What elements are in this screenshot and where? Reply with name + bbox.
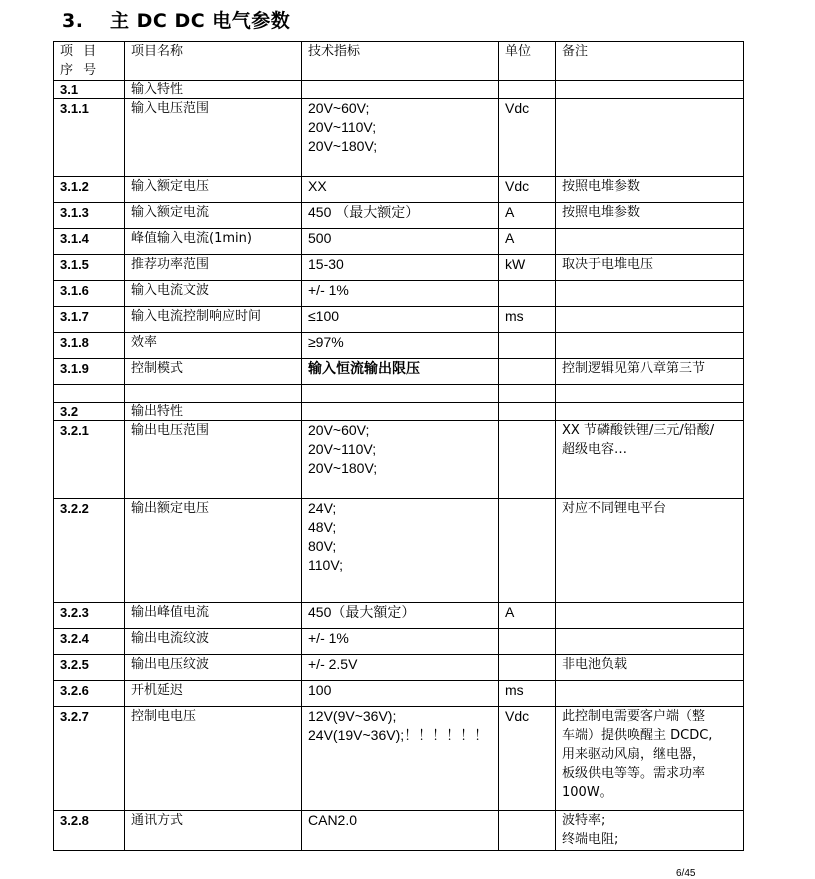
item-name: 输出峰值电流 xyxy=(125,603,302,629)
item-name xyxy=(125,385,302,403)
unit xyxy=(499,499,556,603)
table-row xyxy=(54,421,744,499)
remark xyxy=(556,655,744,681)
item-name: 控制电电压 xyxy=(125,707,302,811)
remark-line: 超级电容… xyxy=(562,442,628,457)
remark-line: 对应不同锂电平台 xyxy=(562,501,667,516)
remark-line: 板级供电等等。需求功率 xyxy=(562,766,706,781)
item-name: 输出电压范围 xyxy=(125,421,302,499)
spec-value-line: 500 xyxy=(308,230,332,246)
spec-value-line: 48V; xyxy=(308,519,337,535)
header-spec: 技术指标 xyxy=(302,42,499,81)
spec-value xyxy=(302,603,499,629)
unit xyxy=(499,629,556,655)
item-number: 3.2.2 xyxy=(54,499,125,603)
spec-value-line: 20V~60V; xyxy=(308,100,370,116)
table-row xyxy=(54,707,744,811)
table-row xyxy=(54,307,744,333)
unit: Vdc xyxy=(499,99,556,177)
item-number: 3.1.2 xyxy=(54,177,125,203)
remark xyxy=(556,81,744,99)
spec-value-line: ≤100 xyxy=(308,308,340,324)
unit xyxy=(499,333,556,359)
unit: A xyxy=(499,603,556,629)
item-number: 3.2.3 xyxy=(54,603,125,629)
section-row xyxy=(54,81,744,99)
unit xyxy=(499,403,556,421)
item-number: 3.1.7 xyxy=(54,307,125,333)
remark xyxy=(556,229,744,255)
table-row xyxy=(54,499,744,603)
remark-line: 按照电堆参数 xyxy=(562,205,641,220)
remark xyxy=(556,333,744,359)
table-row xyxy=(54,811,744,851)
page-number: 6/45 xyxy=(676,868,696,879)
spec-value-line: ≥97% xyxy=(308,334,344,350)
item-name: 输入额定电压 xyxy=(125,177,302,203)
spec-value-line: 450（最大額定） xyxy=(308,604,416,620)
table-row xyxy=(54,99,744,177)
unit: ms xyxy=(499,681,556,707)
item-number: 3.2.4 xyxy=(54,629,125,655)
item-number: 3.1.9 xyxy=(54,359,125,385)
item-name: 输入电流文波 xyxy=(125,281,302,307)
remark xyxy=(556,403,744,421)
item-name: 输入电压范围 xyxy=(125,99,302,177)
spec-value-line: +/- 1% xyxy=(308,630,349,646)
remark-line: 用来驱动风扇，继电器， xyxy=(562,747,706,762)
spec-value-line: 450 （最大额定） xyxy=(308,204,420,220)
spec-value-line: CAN2.0 xyxy=(308,812,358,828)
remark xyxy=(556,307,744,333)
item-number: 3.1.5 xyxy=(54,255,125,281)
spec-value-line: +/- 2.5V xyxy=(308,656,358,672)
spec-value xyxy=(302,655,499,681)
remark xyxy=(556,359,744,385)
remark-line: 终端电阻; xyxy=(562,832,619,847)
remark xyxy=(556,629,744,655)
table-header-row xyxy=(54,42,744,81)
item-name: 输出电流纹波 xyxy=(125,629,302,655)
section-heading xyxy=(62,6,290,33)
spec-value xyxy=(302,707,499,811)
table-row xyxy=(54,203,744,229)
unit: Vdc xyxy=(499,707,556,811)
item-number: 3.2.7 xyxy=(54,707,125,811)
remark-line: 100W。 xyxy=(562,785,613,800)
remark-line: 车端）提供唤醒主 DCDC, xyxy=(562,728,713,743)
unit xyxy=(499,655,556,681)
item-name: 输出电压纹波 xyxy=(125,655,302,681)
item-name: 开机延迟 xyxy=(125,681,302,707)
item-name: 推荐功率范围 xyxy=(125,255,302,281)
spec-value-line: 80V; xyxy=(308,538,337,554)
remark-line: 控制逻辑见第八章第三节 xyxy=(562,361,706,376)
remark-line: 取决于电堆电压 xyxy=(562,257,654,272)
unit: kW xyxy=(499,255,556,281)
table-row xyxy=(54,229,744,255)
spec-value xyxy=(302,229,499,255)
spec-value xyxy=(302,681,499,707)
spec-value xyxy=(302,811,499,851)
item-number: 3.1 xyxy=(54,81,125,99)
unit xyxy=(499,359,556,385)
spec-value xyxy=(302,499,499,603)
remark xyxy=(556,99,744,177)
item-name: 效率 xyxy=(125,333,302,359)
header-item-name: 项目名称 xyxy=(125,42,302,81)
unit: A xyxy=(499,203,556,229)
unit xyxy=(499,281,556,307)
spec-value-line: 24V(19V~36V);！！！！！！ xyxy=(308,727,489,743)
spec-value-line: 20V~180V; xyxy=(308,138,378,154)
header-remark: 备注 xyxy=(556,42,744,81)
spec-value xyxy=(302,255,499,281)
header-unit: 单位 xyxy=(499,42,556,81)
spec-value-line: 20V~60V; xyxy=(308,422,370,438)
spec-value-line: +/- 1% xyxy=(308,282,349,298)
unit: ms xyxy=(499,307,556,333)
spec-value xyxy=(302,403,499,421)
remark xyxy=(556,385,744,403)
remark xyxy=(556,203,744,229)
item-name: 通讯方式 xyxy=(125,811,302,851)
item-number: 3.1.1 xyxy=(54,99,125,177)
item-name: 输入额定电流 xyxy=(125,203,302,229)
header-item-no: 项 目 序 号 xyxy=(54,42,125,81)
item-name: 输入电流控制响应时间 xyxy=(125,307,302,333)
table-row xyxy=(54,629,744,655)
remark xyxy=(556,281,744,307)
remark xyxy=(556,421,744,499)
remark xyxy=(556,603,744,629)
remark xyxy=(556,681,744,707)
remark xyxy=(556,177,744,203)
remark xyxy=(556,499,744,603)
item-name: 峰值输入电流(1min) xyxy=(125,229,302,255)
spec-value-line: 110V; xyxy=(308,557,344,573)
unit xyxy=(499,81,556,99)
spec-value-line: 20V~110V; xyxy=(308,441,377,457)
unit xyxy=(499,421,556,499)
spec-value xyxy=(302,203,499,229)
remark-line: XX 节磷酸铁锂/三元/铅酸/ xyxy=(562,423,715,438)
unit: A xyxy=(499,229,556,255)
unit xyxy=(499,385,556,403)
table-row xyxy=(54,177,744,203)
section-row xyxy=(54,403,744,421)
table-row xyxy=(54,359,744,385)
item-number: 3.2.6 xyxy=(54,681,125,707)
table-row xyxy=(54,281,744,307)
spec-value xyxy=(302,99,499,177)
remark xyxy=(556,811,744,851)
spec-value xyxy=(302,359,499,385)
remark-line: 此控制电需要客户端（整 xyxy=(562,709,706,724)
item-name: 控制模式 xyxy=(125,359,302,385)
unit xyxy=(499,811,556,851)
spec-value xyxy=(302,333,499,359)
section-number: 3. xyxy=(62,10,84,32)
item-number: 3.2.1 xyxy=(54,421,125,499)
table-row xyxy=(54,255,744,281)
spec-value-line: 15-30 xyxy=(308,256,344,272)
spec-value-line: 输入恒流输出限压 xyxy=(308,360,420,376)
spec-value xyxy=(302,281,499,307)
spec-value xyxy=(302,177,499,203)
table-row xyxy=(54,333,744,359)
table-row xyxy=(54,681,744,707)
section-title: 主 DC DC 电气参数 xyxy=(110,10,291,32)
item-number: 3.1.6 xyxy=(54,281,125,307)
spec-value-line: 24V; xyxy=(308,500,337,516)
spec-value xyxy=(302,421,499,499)
item-number: 3.1.8 xyxy=(54,333,125,359)
unit: Vdc xyxy=(499,177,556,203)
remark-line: 按照电堆参数 xyxy=(562,179,641,194)
item-name: 输出特性 xyxy=(125,403,302,421)
spec-value-line: 12V(9V~36V); xyxy=(308,708,397,724)
spec-value xyxy=(302,385,499,403)
spec-value-line: 100 xyxy=(308,682,332,698)
item-number: 3.2.5 xyxy=(54,655,125,681)
item-number: 3.1.4 xyxy=(54,229,125,255)
spec-value-line: 20V~110V; xyxy=(308,119,377,135)
spec-value xyxy=(302,81,499,99)
remark-line: 非电池负载 xyxy=(562,657,628,672)
item-name: 输入特性 xyxy=(125,81,302,99)
remark-line: 波特率; xyxy=(562,813,606,828)
spec-value xyxy=(302,629,499,655)
table-row xyxy=(54,603,744,629)
item-number: 3.2.8 xyxy=(54,811,125,851)
spec-value-line: XX xyxy=(308,178,327,194)
spec-value-line: 20V~180V; xyxy=(308,460,378,476)
remark xyxy=(556,707,744,811)
remark xyxy=(556,255,744,281)
parameter-table xyxy=(53,41,744,851)
spec-value xyxy=(302,307,499,333)
item-number xyxy=(54,385,125,403)
item-number: 3.2 xyxy=(54,403,125,421)
blank-row xyxy=(54,385,744,403)
table-row xyxy=(54,655,744,681)
item-number: 3.1.3 xyxy=(54,203,125,229)
item-name: 输出额定电压 xyxy=(125,499,302,603)
